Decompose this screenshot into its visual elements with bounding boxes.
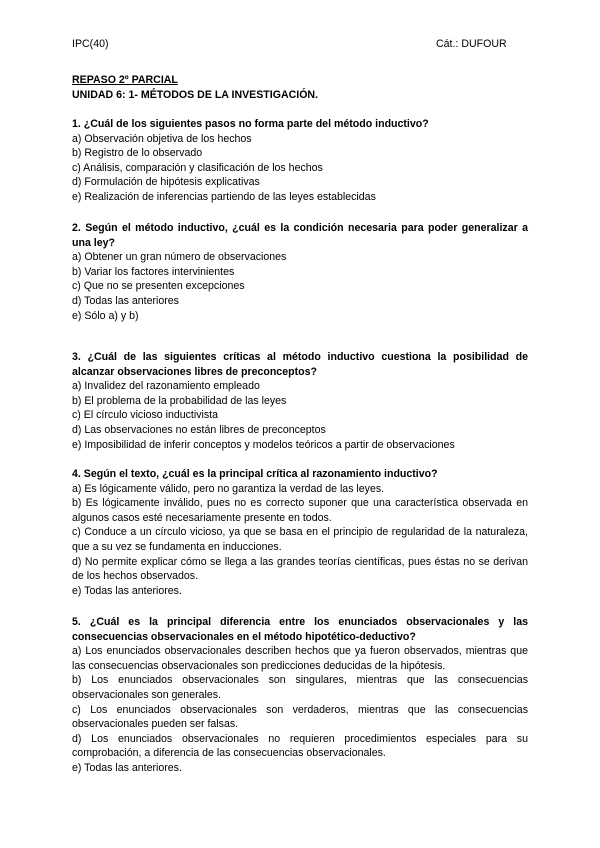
option-list	[72, 644, 528, 775]
option-b: b) Es lógicamente inválido, pues no es correcto suponer que una característica observada en algunos casos esté necesariamente presente en todos.	[72, 497, 528, 524]
course-code: IPC(40)	[72, 38, 109, 50]
option-a: a) Es lógicamente válido, pero no garantiza la verdad de las leyes.	[72, 482, 385, 495]
question-text: 2. Según el método inductivo, ¿cuál es la condición necesaria para poder generalizar a una ley?	[72, 222, 528, 249]
option-d: d) Todas las anteriores	[72, 294, 179, 307]
option-e: e) Realización de inferencias partiendo de las leyes establecidas	[72, 190, 376, 203]
option-c: c) Conduce a un círculo vicioso, ya que se basa en el principio de regularidad de la naturaleza, que a su vez se fundamenta en inducciones.	[72, 526, 528, 553]
question-text: 1. ¿Cuál de los siguientes pasos no forma parte del método inductivo?	[72, 118, 429, 130]
option-e: e) Todas las anteriores.	[72, 761, 182, 774]
question-text: 3. ¿Cuál de las siguientes críticas al método inductivo cuestiona la posibilidad de alcanzar observaciones libres de preconceptos?	[72, 351, 528, 378]
option-c: c) Análisis, comparación y clasificación de los hechos	[72, 161, 323, 174]
question-text: 5. ¿Cuál es la principal diferencia entre los enunciados observacionales y las consecuencias observacionales en el método hipotético-deductivo?	[72, 616, 528, 643]
option-a: a) Los enunciados observacionales describen hechos que ya fueron observados, mientras que las consecuencias observacionales son predicciones deducidas de la hipótesis.	[72, 645, 528, 672]
option-d: d) No permite explicar cómo se llega a las grandes teorías científicas, pues éstas no se derivan de los hechos observados.	[72, 555, 528, 583]
option-b: b) El problema de la probabilidad de las leyes	[72, 394, 287, 407]
review-title: REPASO 2º PARCIAL	[72, 74, 178, 86]
option-b: b) Registro de lo observado	[72, 147, 203, 160]
option-e: e) Sólo a) y b)	[72, 309, 139, 322]
option-list	[72, 379, 528, 452]
option-e: e) Imposibilidad de inferir conceptos y modelos teóricos a partir de observaciones	[72, 438, 455, 451]
option-d: d) Las observaciones no están libres de preconceptos	[72, 423, 326, 436]
question-1	[72, 117, 528, 205]
option-a: a) Obtener un gran número de observaciones	[72, 251, 287, 264]
document-title	[72, 73, 527, 102]
question-3	[72, 350, 528, 452]
question-text: 4. Según el texto, ¿cuál es la principal crítica al razonamiento inductivo?	[72, 468, 438, 480]
option-list	[72, 482, 528, 599]
option-e: e) Todas las anteriores.	[72, 584, 182, 597]
option-b: b) Los enunciados observacionales son singulares, mientras que las consecuencias observacionales son generales.	[72, 674, 528, 701]
option-c: c) Los enunciados observacionales son verdaderos, mientras que las consecuencias observacionales pueden ser falsas.	[72, 703, 528, 731]
question-2	[72, 221, 528, 323]
option-list	[72, 250, 528, 323]
option-c: c) El círculo vicioso inductivista	[72, 409, 219, 422]
option-d: d) Formulación de hipótesis explicativas	[72, 176, 260, 189]
option-d: d) Los enunciados observacionales no requieren procedimientos especiales para su comprobación, a diferencia de las consecuencias observacionales.	[72, 732, 528, 760]
chair-name: Cát.: DUFOUR	[436, 38, 507, 50]
option-b: b) Variar los factores intervinientes	[72, 265, 235, 278]
option-a: a) Invalidez del razonamiento empleado	[72, 380, 260, 393]
option-a: a) Observación objetiva de los hechos	[72, 132, 252, 145]
option-c: c) Que no se presenten excepciones	[72, 280, 245, 293]
unit-title: UNIDAD 6: 1- MÉTODOS DE LA INVESTIGACIÓN.	[72, 88, 319, 101]
option-list	[72, 132, 528, 205]
question-5	[72, 615, 528, 776]
question-4	[72, 467, 528, 598]
